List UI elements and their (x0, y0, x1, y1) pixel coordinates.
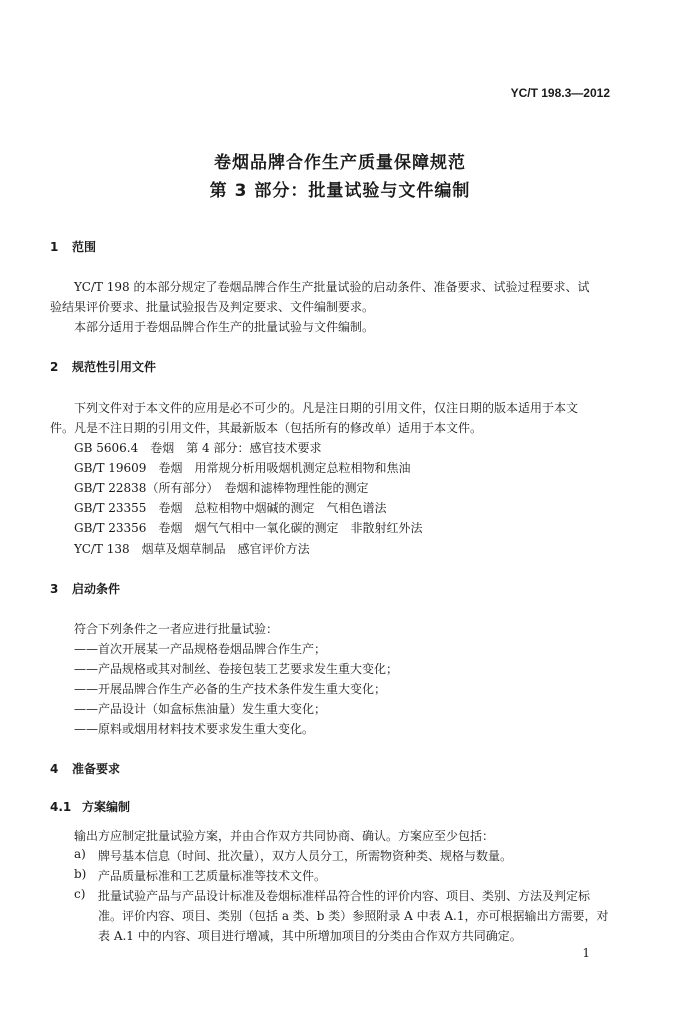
page-number: 1 (582, 946, 590, 960)
paragraph-line: 验结果评价要求、批量试验报告及判定要求、文件编制要求。 (50, 300, 375, 314)
section-title: 启动条件 (72, 582, 121, 596)
document-title-line2: 第 3 部分：批量试验与文件编制 (209, 181, 471, 201)
document-title-line1: 卷烟品牌合作生产质量保障规范 (214, 153, 466, 173)
list-item-label: c) (74, 887, 86, 901)
reference-item: YC/T 138 烟草及烟草制品 感官评价方法 (74, 542, 310, 556)
section-number: 1 (50, 240, 59, 254)
reference-item: GB/T 22838（所有部分） 卷烟和滤棒物理性能的测定 (74, 481, 369, 495)
section-1-heading (50, 238, 96, 255)
paragraph-line: 符合下列条件之一者应进行批量试验： (74, 622, 279, 636)
list-item: ——开展品牌合作生产必备的生产技术条件发生重大变化； (74, 682, 387, 696)
section-title: 准备要求 (72, 762, 121, 776)
paragraph-line: 件。凡是不注日期的引用文件，其最新版本（包括所有的修改单）适用于本文件。 (50, 421, 483, 435)
section-title: 规范性引用文件 (72, 360, 157, 374)
list-item: ——首次开展某一产品规格卷烟品牌合作生产； (74, 642, 327, 656)
reference-item: GB/T 23355 卷烟 总粒相物中烟碱的测定 气相色谱法 (74, 501, 387, 515)
paragraph-line: 输出方应制定批量试验方案，并由合作双方共同协商、确认。方案应至少包括： (74, 829, 495, 843)
list-item-text: 产品质量标准和工艺质量标准等技术文件。 (98, 869, 327, 883)
subsection-title: 方案编制 (82, 800, 131, 814)
section-3-heading (50, 580, 120, 597)
list-item-text: 牌号基本信息（时间、批次量），双方人员分工，所需物资种类、规格与数量。 (98, 849, 513, 863)
list-item-text: 批量试验产品与产品设计标准及卷烟标准样品符合性的评价内容、项目、类别、方法及判定标 (98, 889, 591, 903)
section-2-heading (50, 358, 156, 375)
list-item-text: 准。评价内容、项目、类别（包括 a 类、b 类）参照附录 A 中表 A.1，亦可根据输出方需要，对 (98, 909, 609, 923)
section-number: 4 (50, 762, 59, 776)
section-4-heading (50, 760, 120, 777)
subsection-number: 4.1 (50, 800, 72, 814)
list-item-text: 表 A.1 中的内容、项目进行增减，其中所增加项目的分类由合作双方共同确定。 (98, 929, 522, 943)
section-number: 2 (50, 360, 59, 374)
list-item-label: b) (74, 867, 87, 881)
reference-item: GB 5606.4 卷烟 第 4 部分：感官技术要求 (74, 441, 322, 455)
reference-item: GB/T 23356 卷烟 烟气气相中一氧化碳的测定 非散射红外法 (74, 521, 423, 535)
paragraph-line: YC/T 198 的本部分规定了卷烟品牌合作生产批量试验的启动条件、准备要求、试验过程要求、试 (74, 280, 590, 294)
list-item: ——产品设计（如盒标焦油量）发生重大变化； (74, 702, 327, 716)
subsection-4-1-heading (50, 798, 130, 815)
section-title: 范围 (72, 240, 97, 254)
paragraph-line: 下列文件对于本文件的应用是必不可少的。凡是注日期的引用文件，仅注日期的版本适用于本文 (74, 401, 579, 415)
list-item: ——产品规格或其对制丝、卷接包装工艺要求发生重大变化； (74, 662, 399, 676)
reference-item: GB/T 19609 卷烟 用常规分析用吸烟机测定总粒相物和焦油 (74, 461, 411, 475)
standard-code: YC/T 198.3—2012 (510, 86, 610, 100)
section-number: 3 (50, 582, 59, 596)
list-item: ——原料或烟用材料技术要求发生重大变化。 (74, 722, 315, 736)
list-item-label: a) (74, 847, 86, 861)
paragraph-line: 本部分适用于卷烟品牌合作生产的批量试验与文件编制。 (74, 320, 375, 334)
